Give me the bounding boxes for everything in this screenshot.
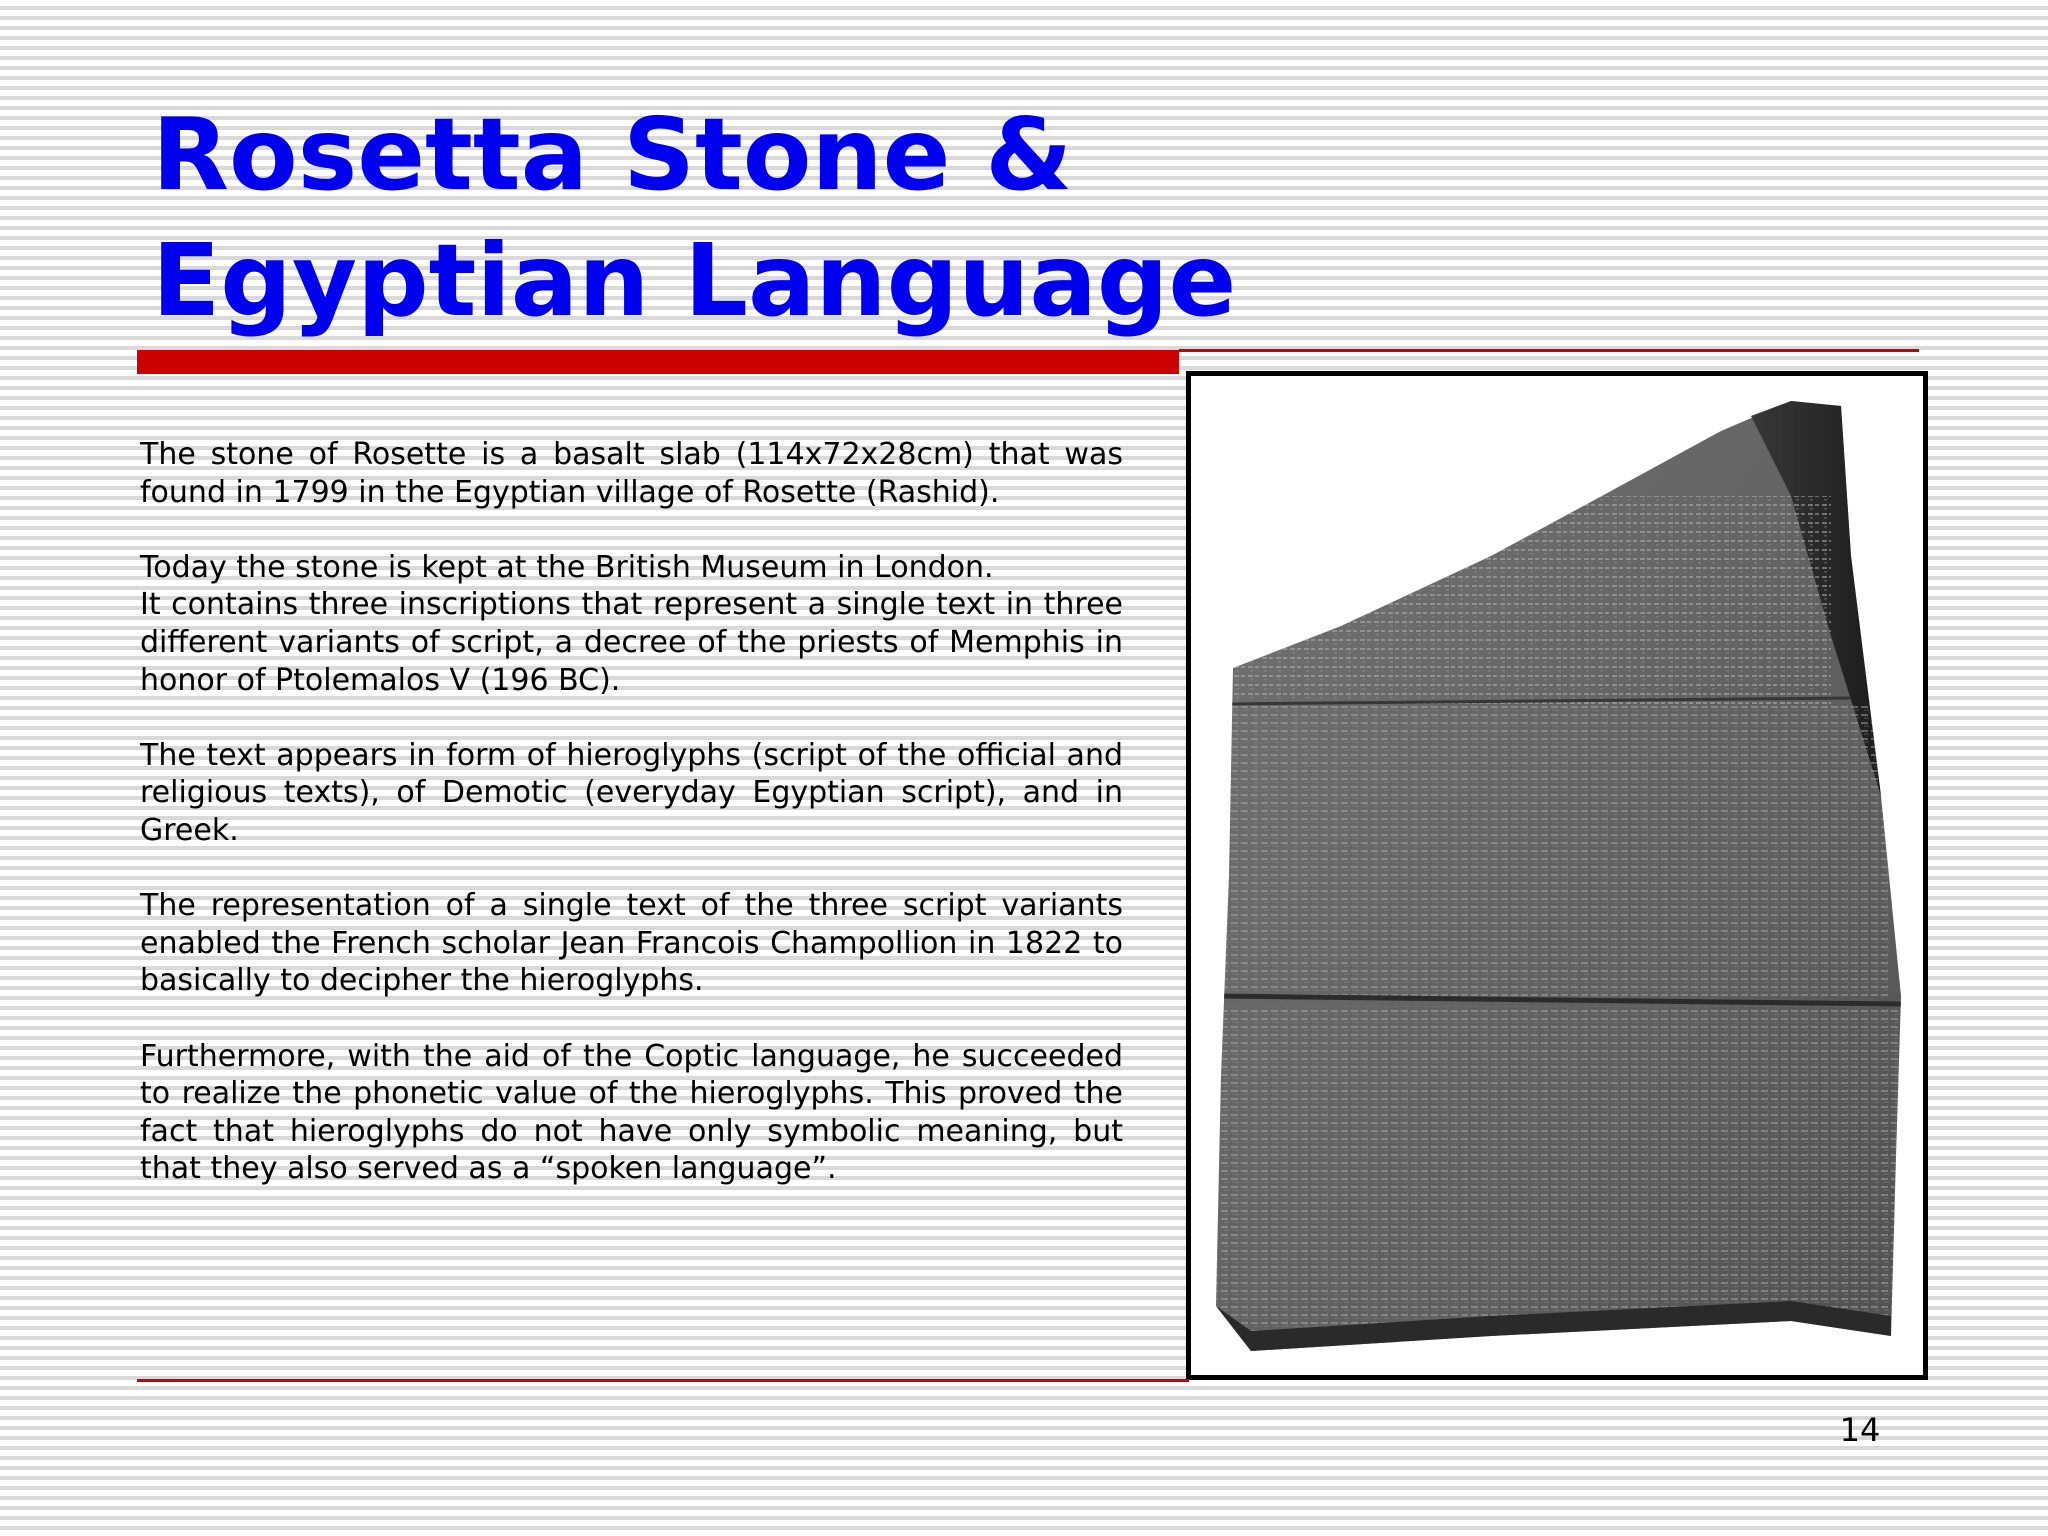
title-underline-thick bbox=[137, 350, 1179, 374]
paragraph-location: Today the stone is kept at the British Museum in London. bbox=[140, 549, 994, 585]
slide-title bbox=[152, 92, 1452, 344]
slide-title-line-1: Rosetta Stone & bbox=[152, 96, 1073, 213]
footer-rule bbox=[137, 1379, 1189, 1382]
rosetta-stone-photo-frame bbox=[1186, 371, 1928, 1380]
rosetta-stone-photo bbox=[1191, 376, 1923, 1375]
paragraph-discovery: The stone of Rosette is a basalt slab (114x72x28cm) that was found in 1799 in the Egyptian village of Rosette (Rashid). bbox=[140, 437, 1123, 510]
paragraph-coptic: Furthermore, with the aid of the Coptic language, he succeeded to realize the phonetic value of the hieroglyphs. This proved the fact that hieroglyphs do not have only symbolic meaning, but that they also served as a “spoken language”. bbox=[140, 1038, 1123, 1187]
paragraph-champollion: The representation of a single text of the three script variants enabled the French scholar Jean Francois Champollion in 1822 to basically to decipher the hieroglyphs. bbox=[140, 888, 1123, 999]
page-number: 14 bbox=[1839, 1411, 1881, 1449]
paragraph-inscriptions: It contains three inscriptions that represent a single text in three different variants of script, a decree of the priests of Memphis in honor of Ptolemalos V (196 BC). bbox=[140, 587, 1123, 698]
title-underline-thin bbox=[1179, 349, 1919, 352]
body-text bbox=[140, 436, 1123, 1225]
paragraph-scripts: The text appears in form of hieroglyphs (script of the official and religious texts), of Demotic (everyday Egyptian script), and in Greek. bbox=[140, 737, 1123, 848]
slide-title-line-2: Egyptian Language bbox=[152, 222, 1237, 339]
